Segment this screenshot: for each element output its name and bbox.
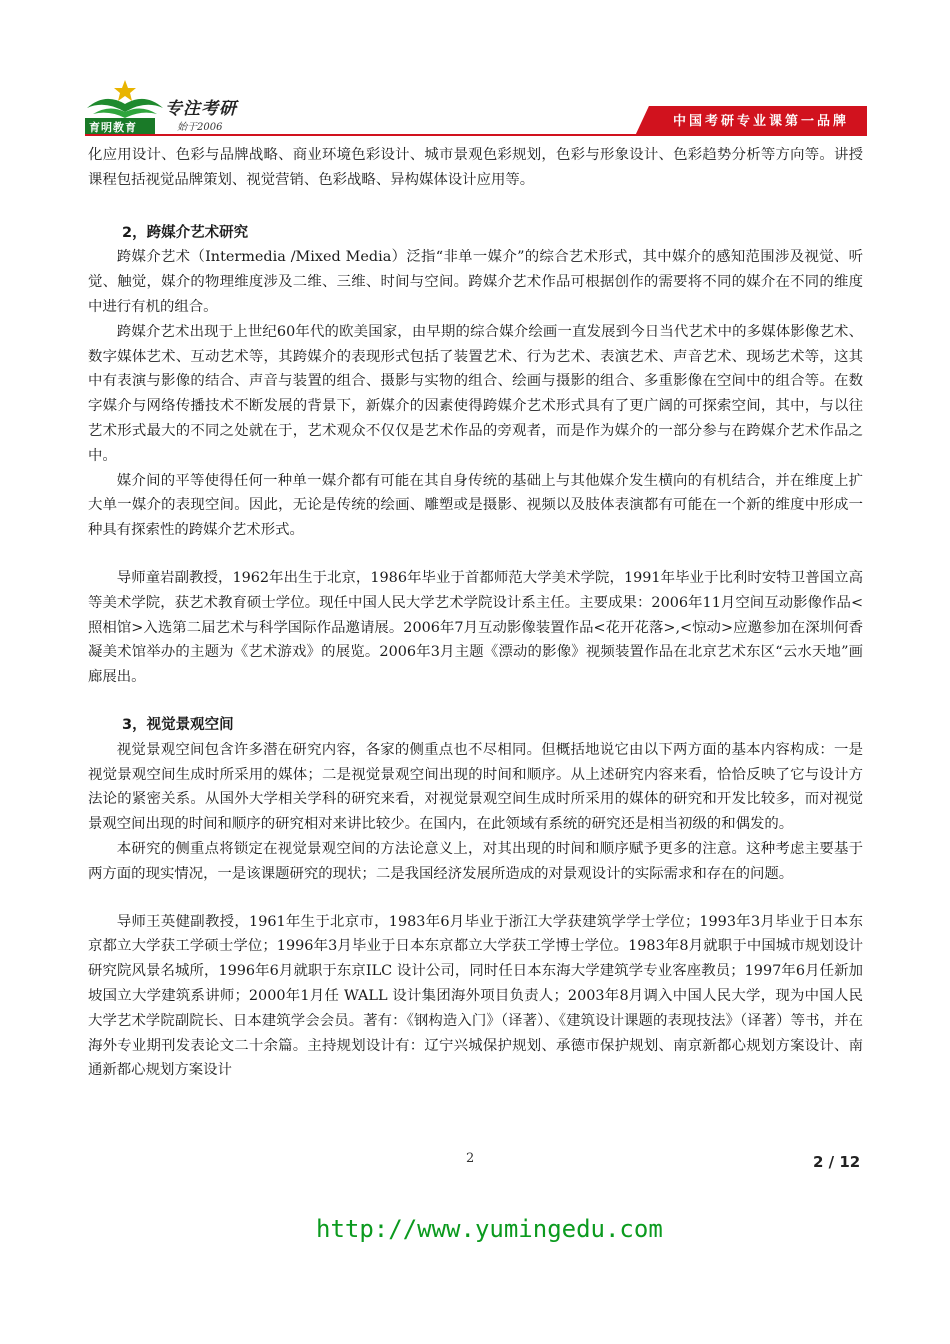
page-number: 2 — [466, 1151, 475, 1166]
spacer — [88, 193, 863, 221]
paragraph: 跨媒介艺术（Intermedia /Mixed Media）泛指“非单一媒介”的综合艺术形式，其中媒介的感知范围涉及视觉、听觉、触觉，媒介的物理维度涉及二维、三维、时间与空间。跨媒介艺术作品可根据创作的需要将不同的媒介在不同的维度中进行有机的组合。 — [88, 249, 863, 315]
advisor-bio-wang: 导师王英健副教授，1961年生于北京市，1983年6月毕业于浙江大学获建筑学学士学位；1993年3月毕业于日本东京都立大学获工学硕士学位；1996年3月毕业于日本东京都立大学获工学博士学位。1983年8月就职于中国城市规划设计研究院风景名城所，1996年6月就职于东京ILC 设计公司，同时任日本东海大学建筑学专业客座教员；1997年6月任新加坡国立大学建筑系讲师；2000年1月任 WALL 设计集团海外项目负责人；2003年8月调入中国人民大学，现为中国人民大学艺术学院副院长、日本建筑学会会员。著有：《钢构造入门》（译著）、《建筑设计课题的表现技法》（译著）等书，并在海外专业期刊发表论文二十余篇。主持规划设计有：辽宁兴城保护规划、承德市保护规划、南京新都心规划方案设计、南通新都心规划方案设计 — [88, 913, 863, 1079]
intro-paragraph: 化应用设计、色彩与品牌战略、商业环境色彩设计、城市景观色彩规划，色彩与形象设计、色彩趋势分析等方向等。讲授课程包括视觉品牌策划、视觉营销、色彩战略、异构媒体设计应用等。 — [88, 147, 863, 188]
header-divider — [85, 134, 867, 136]
page-counter: 2 / 12 — [813, 1153, 861, 1171]
section-heading-intermedia: 2，跨媒介艺术研究 — [122, 224, 249, 241]
spacer — [88, 690, 863, 713]
spacer — [88, 887, 863, 910]
logo-since: 始于2006 — [177, 122, 223, 133]
advisor-bio-tong: 导师童岩副教授，1962年出生于北京，1986年毕业于首都师范大学美术学院，1991年毕业于比利时安特卫普国立高等美术学院，获艺术教育硕士学位。现任中国人民大学艺术学院设计系主任。主要成果：2006年11月空间互动影像作品<照相馆>入选第二届艺术与科学国际作品邀请展。2006年7月互动影像装置作品<花开花落>,<惊动>应邀参加在深圳何香凝美术馆举办的主题为《艺术游戏》的展览。2006年3月主题《漂动的影像》视频装置作品在北京艺术东区“云水天地”画廊展出。 — [88, 569, 863, 686]
section-heading-landscape: 3，视觉景观空间 — [122, 716, 234, 733]
logo-slogan: 专注考研 — [165, 99, 237, 119]
paragraph: 视觉景观空间包含许多潜在研究内容，各家的侧重点也不尽相同。但概括地说它由以下两方面的基本内容构成：一是视觉景观空间生成时所采用的媒体；二是视觉景观空间出现的时间和顺序。从上述研究内容来看，恰恰反映了它与设计方法论的紧密关系。从国外大学相关学科的研究来看，对视觉景观空间生成时所采用的媒体的研究和开发比较多，而对视觉景观空间出现的时间和顺序的研究相对来讲比较少。在国内，在此领域有系统的研究还是相当初级的和偶发的。 — [88, 741, 863, 833]
paragraph: 本研究的侧重点将锁定在视觉景观空间的方法论意义上，对其出现的时间和顺序赋予更多的注意。这种考虑主要基于两方面的现实情况，一是该课题研究的现状；二是我国经济发展所造成的对景观设计的实际需求和存在的问题。 — [88, 840, 863, 882]
document-body — [88, 143, 863, 1083]
brand-banner-text: 中国考研专业课第一品牌 — [673, 114, 850, 129]
website-link[interactable]: http://www.yumingedu.com — [316, 1215, 663, 1243]
page-header — [85, 78, 865, 136]
paragraph: 媒介间的平等使得任何一种单一媒介都有可能在其自身传统的基础上与其他媒介发生横向的有机结合，并在维度上扩大单一媒介的表现空间。因此，无论是传统的绘画、雕塑或是摄影、视频以及肢体表演都有可能在一个新的维度中形成一种具有探索性的跨媒介艺术形式。 — [88, 472, 863, 539]
paragraph: 跨媒介艺术出现于上世纪60年代的欧美国家，由早期的综合媒介绘画一直发展到今日当代艺术中的多媒体影像艺术、数字媒体艺术、互动艺术等，其跨媒介的表现形式包括了装置艺术、行为艺术、表演艺术、声音艺术、现场艺术等，这其中有表演与影像的结合、声音与装置的组合、摄影与实物的组合、绘画与摄影的组合、多重影像在空间中的组合等。在数字媒介与网络传播技术不断发展的背景下，新媒介的因素使得跨媒介艺术形式具有了更广阔的可探索空间，其中，与以往艺术形式最大的不同之处就在于，艺术观众不仅仅是艺术作品的旁观者，而是作为媒介的一部分参与在跨媒介艺术作品之中。 — [88, 323, 863, 464]
logo-subtitle: 育明教育 — [89, 121, 137, 134]
spacer — [88, 543, 863, 566]
